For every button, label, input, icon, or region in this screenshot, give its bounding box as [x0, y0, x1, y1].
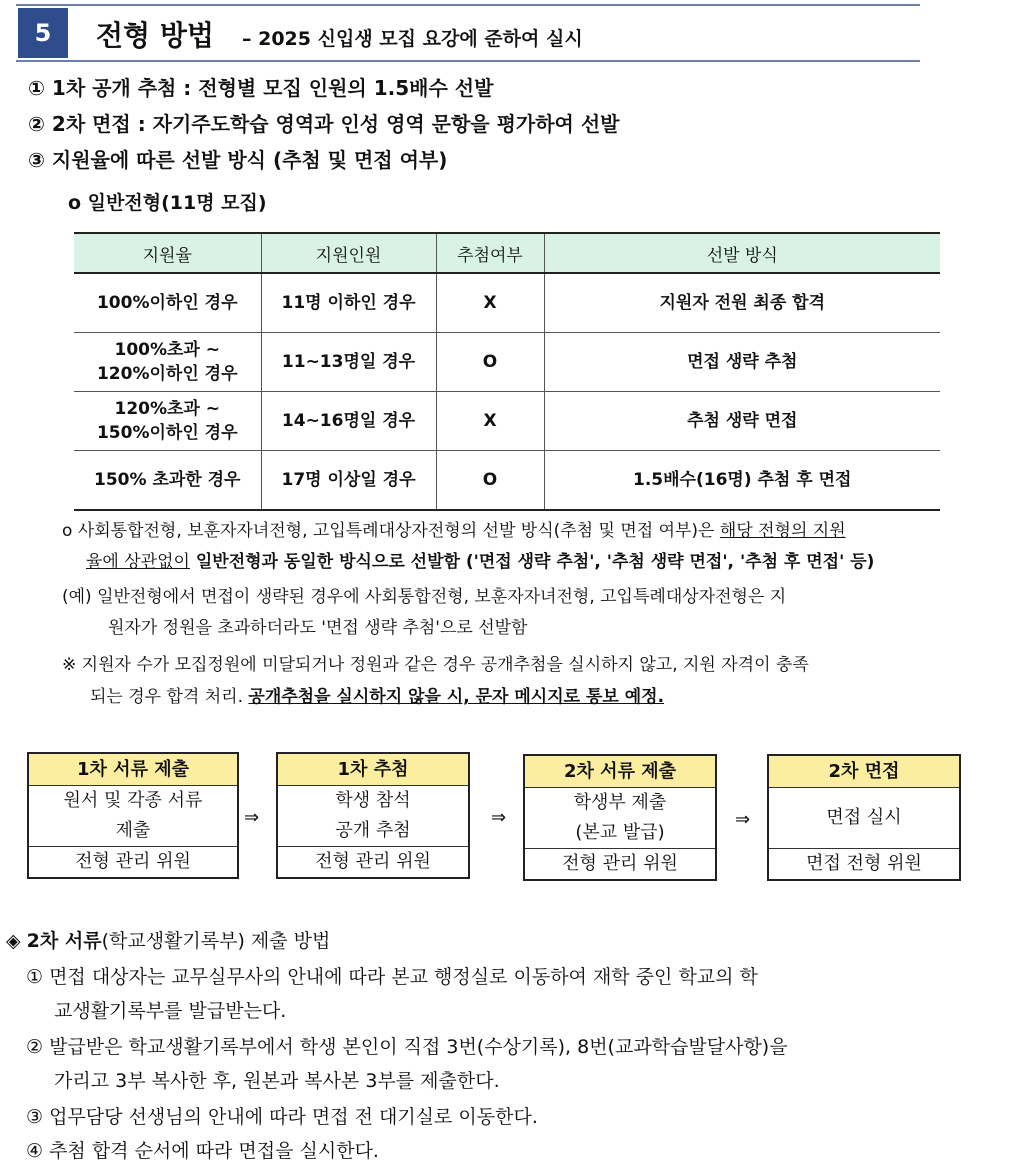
submission-item-3: ③ 업무담당 선생님의 안내에 따라 면접 전 대기실로 이동한다.: [26, 1106, 538, 1128]
submission-item-1-line2: 교생활기록부를 발급받는다.: [54, 1000, 287, 1022]
cell-rate: 100%초과 ~ 120%이하인 경우: [74, 333, 261, 392]
flow-step-title: 2차 서류 제출: [525, 756, 715, 788]
flow-arrow-icon: ⇒: [735, 809, 751, 830]
section-number-badge: 5: [18, 8, 68, 58]
cell-rate: 120%초과 ~ 150%이하인 경우: [74, 392, 261, 451]
section-subtitle: – 2025 신입생 모집 요강에 준하여 실시: [242, 28, 583, 50]
selection-table: [74, 232, 940, 511]
cell-lottery: O: [436, 451, 544, 511]
flow-step-title: 2차 면접: [769, 756, 959, 788]
flow-step-title: 1차 서류 제출: [29, 754, 237, 786]
submission-heading: ◈ 2차 서류(학교생활기록부) 제출 방법: [6, 930, 331, 952]
flow-step-owner: 전형 관리 위원: [562, 853, 678, 874]
section-title: 전형 방법: [96, 19, 214, 52]
flow-step-title: 1차 추첨: [278, 754, 468, 786]
cell-count: 14~16명일 경우: [261, 392, 436, 451]
cell-count: 17명 이상일 경우: [261, 451, 436, 511]
cell-lottery: X: [436, 392, 544, 451]
cell-rate: 100%이하인 경우: [74, 273, 261, 333]
table-header-row: [74, 233, 940, 273]
flow-step-3: [523, 754, 717, 881]
header-bottom-rule: [16, 60, 920, 62]
warning-line1: ※ 지원자 수가 모집정원에 미달되거나 정원과 같은 경우 공개추첨을 실시하지 않고, 지원 자격이 충족: [62, 655, 809, 675]
example-line2: 원자가 정원을 초과하더라도 '면접 생략 추첨'으로 선발함: [108, 618, 528, 638]
general-track-label: o 일반전형(11명 모집): [68, 192, 267, 214]
col-header-count: 지원인원: [261, 233, 436, 273]
flow-step-2: [276, 752, 470, 879]
table-row: [74, 392, 940, 451]
cell-count: 11~13명일 경우: [261, 333, 436, 392]
cell-rate: 150% 초과한 경우: [74, 451, 261, 511]
flow-step-4: [767, 754, 961, 881]
flow-step-body: 면접 실시: [769, 788, 959, 849]
cell-method: 1.5배수(16명) 추첨 후 면접: [544, 451, 940, 511]
flow-step-body: 원서 및 각종 서류 제출: [29, 786, 237, 847]
flow-step-1: [27, 752, 239, 879]
flow-arrow-icon: ⇒: [244, 807, 260, 828]
submission-item-2-line1: ② 발급받은 학교생활기록부에서 학생 본인이 직접 3번(수상기록), 8번(교과학습발달사항)을: [26, 1036, 788, 1058]
step-2: ② 2차 면접 : 자기주도학습 영역과 인성 영역 문항을 평가하여 선발: [28, 112, 620, 136]
header-top-rule: [16, 4, 920, 6]
cell-lottery: X: [436, 273, 544, 333]
col-header-lottery: 추첨여부: [436, 233, 544, 273]
table-row: [74, 273, 940, 333]
cell-count: 11명 이하인 경우: [261, 273, 436, 333]
col-header-method: 선발 방식: [544, 233, 940, 273]
cell-lottery: O: [436, 333, 544, 392]
warning-line2: 되는 경우 합격 처리. 공개추첨을 실시하지 않을 시, 문자 메시지로 통보 예정.: [90, 687, 665, 707]
table-row: [74, 451, 940, 511]
submission-item-1-line1: ① 면접 대상자는 교무실무사의 안내에 따라 본교 행정실로 이동하여 재학 중인 학교의 학: [26, 966, 758, 988]
flow-step-owner: 전형 관리 위원: [75, 851, 191, 872]
step-1: ① 1차 공개 추첨 : 전형별 모집 인원의 1.5배수 선발: [28, 76, 494, 100]
section-header: [16, 6, 920, 60]
submission-item-2-line2: 가리고 3부 복사한 후, 원본과 복사본 3부를 제출한다.: [54, 1070, 500, 1092]
submission-item-4: ④ 추첨 합격 순서에 따라 면접을 실시한다.: [26, 1140, 379, 1162]
step-3: ③ 지원율에 따른 선발 방식 (추첨 및 면접 여부): [28, 148, 448, 172]
example-line1: (예) 일반전형에서 면접이 생략된 경우에 사회통합전형, 보훈자자녀전형, 고입특례대상자전형은 지: [62, 587, 787, 607]
cell-method: 지원자 전원 최종 합격: [544, 273, 940, 333]
cell-method: 면접 생략 추첨: [544, 333, 940, 392]
flow-step-owner: 면접 전형 위원: [806, 853, 922, 874]
table-row: [74, 333, 940, 392]
cell-method: 추첨 생략 면접: [544, 392, 940, 451]
note-other-tracks-line2: 율에 상관없이 일반전형과 동일한 방식으로 선발함 ('면접 생략 추첨', '추첨 생략 면접', '추첨 후 면접' 등): [86, 552, 875, 572]
diamond-bullet-icon: ◈: [6, 930, 21, 952]
flow-arrow-icon: ⇒: [491, 807, 507, 828]
note-other-tracks-line1: o 사회통합전형, 보훈자자녀전형, 고입특례대상자전형의 선발 방식(추첨 및 면접 여부)은 해당 전형의 지원: [62, 521, 846, 541]
flow-step-body: 학생부 제출 (본교 발급): [525, 788, 715, 849]
col-header-rate: 지원율: [74, 233, 261, 273]
flow-step-body: 학생 참석 공개 추첨: [278, 786, 468, 847]
flow-step-owner: 전형 관리 위원: [315, 851, 431, 872]
